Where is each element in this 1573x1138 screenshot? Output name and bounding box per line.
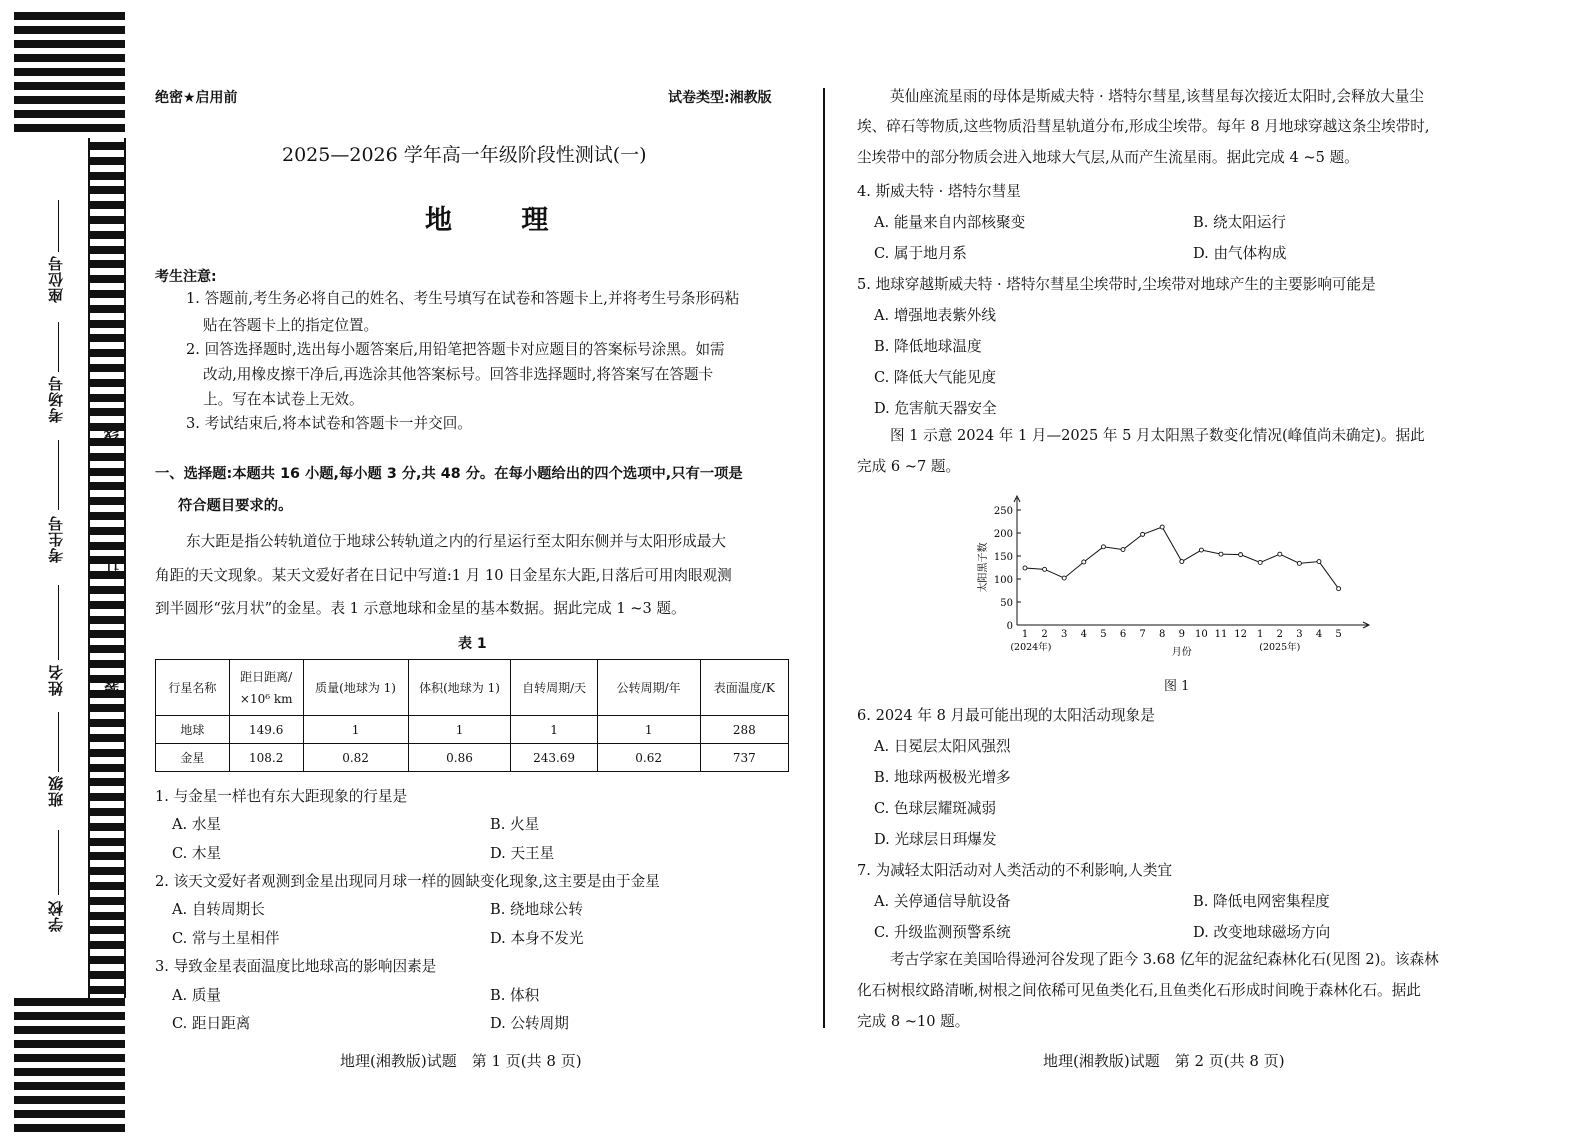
sunspot-line-chart (970, 485, 1390, 695)
q1-option-c[interactable]: C. 木星 (172, 845, 222, 862)
binding-line (88, 138, 90, 998)
sunspot-series-line (1025, 527, 1339, 589)
data-point (1258, 560, 1262, 564)
figure-caption: 图 1 (1164, 679, 1190, 694)
binding-bar (89, 379, 125, 387)
q6-option-b[interactable]: B. 地球两极极光增多 (874, 769, 1011, 786)
x-tick-label: 9 (1178, 629, 1185, 640)
binding-bar (89, 941, 125, 949)
seat-number-field[interactable] (58, 200, 59, 252)
passage-line: 图 1 示意 2024 年 1 月—2025 年 5 月太阳黑子数变化情况(峰值尚未确定)。据此 (890, 427, 1425, 444)
class-field[interactable] (58, 712, 59, 772)
binding-bar (89, 172, 125, 180)
x-tick-label: 1 (1257, 629, 1264, 640)
binding-bar (89, 734, 125, 742)
x-tick-label: 4 (1080, 629, 1087, 640)
candidate-number-field[interactable] (58, 440, 59, 510)
binding-bar (14, 12, 125, 20)
x-tick-label: 5 (1335, 629, 1342, 640)
binding-bar (89, 305, 125, 313)
x-tick-label: 2 (1276, 629, 1283, 640)
cut-mark-line: 线 (103, 428, 121, 444)
table-cell: 1 (511, 716, 597, 744)
data-point (1101, 545, 1105, 549)
binding-bar (89, 453, 125, 461)
binding-bar (14, 1012, 125, 1020)
name-label: 姓名 (47, 664, 65, 696)
binding-bar (89, 586, 125, 594)
q4-option-c[interactable]: C. 属于地月系 (874, 245, 967, 262)
q3-option-a[interactable]: A. 质量 (172, 987, 222, 1004)
binding-bar (89, 823, 125, 831)
binding-bar (89, 142, 125, 150)
binding-bar (89, 912, 125, 920)
table-row (156, 744, 789, 772)
y-axis-label: 太阳黑子数 (978, 542, 989, 593)
question-6-stem: 6. 2024 年 8 月最可能出现的太阳活动现象是 (857, 707, 1155, 724)
q6-option-a[interactable]: A. 日冕层太阳风强烈 (874, 738, 1011, 755)
binding-bar (89, 157, 125, 165)
data-point (1239, 553, 1243, 557)
binding-bar (89, 793, 125, 801)
footer-page-2: 地理(湘教版)试题 第 2 页(共 8 页) (1043, 1052, 1285, 1070)
binding-bar (89, 497, 125, 505)
q1-option-a[interactable]: A. 水星 (172, 816, 222, 833)
q5-option-d[interactable]: D. 危害航天器安全 (874, 400, 997, 417)
q3-option-c[interactable]: C. 距日距离 (172, 1015, 251, 1032)
binding-bar (89, 349, 125, 357)
binding-bar (89, 808, 125, 816)
q2-option-c[interactable]: C. 常与土星相伴 (172, 930, 280, 947)
seat-number-label: 座位号 (47, 255, 65, 303)
binding-bar (89, 897, 125, 905)
exam-room-field[interactable] (58, 322, 59, 372)
data-point (1317, 560, 1321, 564)
notice-line: 贴在答题卡上的指定位置。 (203, 317, 379, 334)
y-tick-label: 150 (993, 552, 1013, 563)
binding-bar (89, 867, 125, 875)
binding-bar (89, 468, 125, 476)
binding-bar (14, 1096, 125, 1104)
class-label: 班级 (47, 775, 65, 807)
table-cell: 243.69 (511, 744, 597, 772)
data-point (1180, 560, 1184, 564)
table-cell: 737 (700, 744, 788, 772)
notice-line: 1. 答题前,考生务必将自己的姓名、考生号填写在试卷和答题卡上,并将考生号条形码粘 (186, 290, 740, 307)
x-tick-label: 7 (1139, 629, 1146, 640)
q2-option-b[interactable]: B. 绕地球公转 (490, 901, 583, 918)
binding-bar (14, 40, 125, 48)
question-4-stem: 4. 斯威夫特 · 塔特尔彗星 (857, 183, 1021, 200)
binding-bar (89, 704, 125, 712)
table-caption: 表 1 (458, 636, 487, 652)
notice-heading: 考生注意: (155, 269, 217, 285)
data-point (1082, 560, 1086, 564)
x-tick-label: 10 (1195, 629, 1208, 640)
q5-option-c[interactable]: C. 降低大气能见度 (874, 369, 997, 386)
binding-bar (89, 527, 125, 535)
passage-line: 考古学家在美国哈得逊河谷发现了距今 3.68 亿年的泥盆纪森林化石(见图 2)。该森林 (890, 951, 1439, 968)
binding-bar (89, 926, 125, 934)
binding-bar (89, 749, 125, 757)
section-heading-cont: 符合题目要求的。 (178, 498, 293, 514)
passage-line: 完成 6 ~7 题。 (857, 458, 961, 475)
table-cell: 0.86 (408, 744, 511, 772)
question-5-stem: 5. 地球穿越斯威夫特 · 塔特尔彗星尘埃带时,尘埃带对地球产生的主要影响可能是 (857, 276, 1376, 293)
name-field[interactable] (58, 585, 59, 660)
binding-bar (89, 852, 125, 860)
data-point (1337, 587, 1341, 591)
data-point (1121, 548, 1125, 552)
binding-bar (89, 482, 125, 490)
x-tick-label: 6 (1119, 629, 1127, 640)
school-field[interactable] (58, 830, 59, 895)
x-tick-label: 3 (1296, 629, 1303, 640)
binding-bar (89, 601, 125, 609)
binding-bar (89, 186, 125, 194)
table-header: 表面温度/K (700, 660, 788, 716)
x-tick-label: 12 (1234, 629, 1247, 640)
binding-bar (14, 1110, 125, 1118)
binding-bar (14, 124, 125, 132)
q7-option-a[interactable]: A. 关停通信导航设备 (874, 893, 1011, 910)
binding-bar (89, 986, 125, 994)
binding-bar (14, 998, 125, 1006)
y-tick-label: 50 (1000, 598, 1013, 609)
x-tick-label: 8 (1159, 629, 1166, 640)
passage-line: 角距的天文现象。某天文爱好者在日记中写道:1 月 10 日金星东大距,日落后可用肉眼观测 (155, 567, 732, 584)
data-point (1278, 552, 1282, 556)
binding-bar (89, 231, 125, 239)
binding-bar (89, 838, 125, 846)
y-tick-label: 100 (993, 575, 1013, 586)
notice-line: 2. 回答选择题时,选出每小题答案后,用铅笔把答题卡对应题目的答案标号涂黑。如需 (186, 341, 725, 358)
table-row (156, 716, 789, 744)
table-header: 质量(地球为 1) (303, 660, 408, 716)
school-label: 学校 (47, 900, 65, 932)
question-2-stem: 2. 该天文爱好者观测到金星出现同月球一样的圆缺变化现象,这主要是由于金星 (155, 873, 660, 890)
q6-option-c[interactable]: C. 色球层耀斑减弱 (874, 800, 997, 817)
binding-bar (14, 1054, 125, 1062)
q4-option-b[interactable]: B. 绕太阳运行 (1193, 214, 1286, 231)
question-7-stem: 7. 为减轻太阳活动对人类活动的不利影响,人类宜 (857, 862, 1173, 879)
binding-bar (14, 1124, 125, 1132)
passage-line: 东大距是指公转轨道位于地球公转轨道之内的行星运行至太阳东侧并与太阳形成最大 (186, 533, 726, 550)
binding-bar (89, 334, 125, 342)
data-point (1062, 576, 1066, 580)
binding-bar (89, 408, 125, 416)
table-cell: 1 (408, 716, 511, 744)
x-tick-label: 11 (1214, 629, 1228, 640)
x-tick-label: 5 (1100, 629, 1107, 640)
binding-bar (89, 542, 125, 550)
x-axis-label: 月份 (1171, 647, 1192, 658)
binding-bar (89, 275, 125, 283)
data-point (1297, 561, 1301, 565)
binding-bar (89, 660, 125, 668)
binding-bar (89, 394, 125, 402)
data-point (1023, 566, 1027, 570)
table-cell: 108.2 (229, 744, 303, 772)
subject-title: 地 理 (425, 205, 579, 236)
q6-option-d[interactable]: D. 光球层日珥爆发 (874, 831, 997, 848)
paper-type-label: 试卷类型:湘教版 (668, 90, 772, 106)
candidate-number-label: 考生号 (47, 515, 65, 563)
binding-bar (89, 778, 125, 786)
question-3-stem: 3. 导致金星表面温度比地球高的影响因素是 (155, 958, 437, 975)
q7-option-d[interactable]: D. 改变地球磁场方向 (1193, 924, 1331, 941)
binding-bar (89, 320, 125, 328)
cut-mark-bind: 装 (103, 680, 121, 696)
q5-option-a[interactable]: A. 增强地表紫外线 (874, 307, 996, 324)
table-cell: 地球 (156, 716, 230, 744)
notice-line: 改动,用橡皮擦干净后,再选涂其他答案标号。回答非选择题时,将答案写在答题卡 (203, 366, 714, 383)
passage-line: 到半圆形“弦月状”的金星。表 1 示意地球和金星的基本数据。据此完成 1 ~3 题。 (155, 600, 686, 617)
passage-line: 埃、碎石等物质,这些物质沿彗星轨道分布,形成尘埃带。每年 8 月地球穿越这条尘埃带时, (857, 118, 1430, 135)
notice-line: 3. 考试结束后,将本试卷和答题卡一并交回。 (186, 415, 472, 432)
q1-option-d[interactable]: D. 天王星 (490, 845, 555, 862)
binding-bar (89, 630, 125, 638)
binding-bar (89, 956, 125, 964)
binding-bar (89, 364, 125, 372)
year-label: (2025年) (1259, 642, 1301, 653)
q3-option-d[interactable]: D. 公转周期 (490, 1015, 569, 1032)
cut-mark-staple: 订 (103, 558, 121, 574)
binding-bar (89, 201, 125, 209)
footer-page-1: 地理(湘教版)试题 第 1 页(共 8 页) (340, 1052, 582, 1070)
data-point (1219, 552, 1223, 556)
q1-option-b[interactable]: B. 火星 (490, 816, 540, 833)
x-tick-label: 4 (1315, 629, 1323, 640)
binding-bar (14, 96, 125, 104)
table-header: 体积(地球为 1) (408, 660, 511, 716)
data-point (1160, 525, 1164, 529)
binding-bar (89, 719, 125, 727)
year-label: (2024年) (1010, 642, 1052, 653)
binding-bar (14, 68, 125, 76)
question-1-stem: 1. 与金星一样也有东大距现象的行星是 (155, 788, 408, 805)
q5-option-b[interactable]: B. 降低地球温度 (874, 338, 982, 355)
binding-bar (89, 290, 125, 298)
table-cell: 0.62 (597, 744, 700, 772)
data-point (1199, 548, 1203, 552)
binding-line-2 (124, 138, 126, 998)
table-cell: 0.82 (303, 744, 408, 772)
binding-bar (14, 110, 125, 118)
y-tick-label: 0 (1006, 621, 1013, 632)
binding-bar (89, 512, 125, 520)
page-divider (823, 88, 825, 1028)
y-tick-label: 200 (993, 529, 1013, 540)
table-header: 距日距离/ ×10⁶ km (229, 660, 303, 716)
binding-bar (14, 1068, 125, 1076)
section-heading: 一、选择题:本题共 16 小题,每小题 3 分,共 48 分。在每小题给出的四个选项中,只有一项是 (155, 466, 743, 482)
x-tick-label: 3 (1061, 629, 1068, 640)
y-tick-label: 250 (993, 506, 1013, 517)
passage-line: 英仙座流星雨的母体是斯威夫特 · 塔特尔彗星,该彗星每次接近太阳时,会释放大量尘 (890, 88, 1424, 105)
table-header: 公转周期/年 (597, 660, 700, 716)
binding-bar (14, 1082, 125, 1090)
binding-bar (89, 971, 125, 979)
binding-bar (89, 882, 125, 890)
table-cell: 149.6 (229, 716, 303, 744)
passage-line: 化石树根纹路清晰,树根之间依稀可见鱼类化石,且鱼类化石形成时间晚于森林化石。据此 (857, 982, 1421, 999)
q7-option-c[interactable]: C. 升级监测预警系统 (874, 924, 1011, 941)
binding-bar (89, 216, 125, 224)
binding-bar (14, 26, 125, 34)
exam-room-label: 考场号 (47, 375, 65, 423)
notice-line: 上。写在本试卷上无效。 (203, 391, 364, 408)
secret-label: 绝密★启用前 (155, 90, 238, 106)
table-cell: 288 (700, 716, 788, 744)
binding-bar (89, 645, 125, 653)
passage-line: 完成 8 ~10 题。 (857, 1013, 970, 1030)
binding-bar (89, 246, 125, 254)
binding-bar (89, 764, 125, 772)
q4-option-a[interactable]: A. 能量来自内部核聚变 (874, 214, 1026, 231)
q7-option-b[interactable]: B. 降低电网密集程度 (1193, 893, 1330, 910)
exam-title: 2025—2026 学年高一年级阶段性测试(一) (282, 144, 647, 166)
table-cell: 金星 (156, 744, 230, 772)
binding-bar (14, 1040, 125, 1048)
q2-option-a[interactable]: A. 自转周期长 (172, 901, 265, 918)
table-header: 行星名称 (156, 660, 230, 716)
passage-line: 尘埃带中的部分物质会进入地球大气层,从而产生流星雨。据此完成 4 ~5 题。 (857, 149, 1359, 166)
data-point (1141, 532, 1145, 536)
binding-bar (89, 616, 125, 624)
q3-option-b[interactable]: B. 体积 (490, 987, 540, 1004)
table-header: 自转周期/天 (511, 660, 597, 716)
planet-data-table (155, 659, 789, 772)
binding-bar (14, 54, 125, 62)
data-point (1043, 567, 1047, 571)
x-tick-label: 1 (1021, 629, 1029, 640)
q2-option-d[interactable]: D. 本身不发光 (490, 930, 584, 947)
binding-bar (14, 82, 125, 90)
table-cell: 1 (597, 716, 700, 744)
binding-bar (14, 1026, 125, 1034)
binding-bar (89, 260, 125, 268)
q4-option-d[interactable]: D. 由气体构成 (1193, 245, 1287, 262)
table-cell: 1 (303, 716, 408, 744)
x-tick-label: 2 (1041, 629, 1048, 640)
